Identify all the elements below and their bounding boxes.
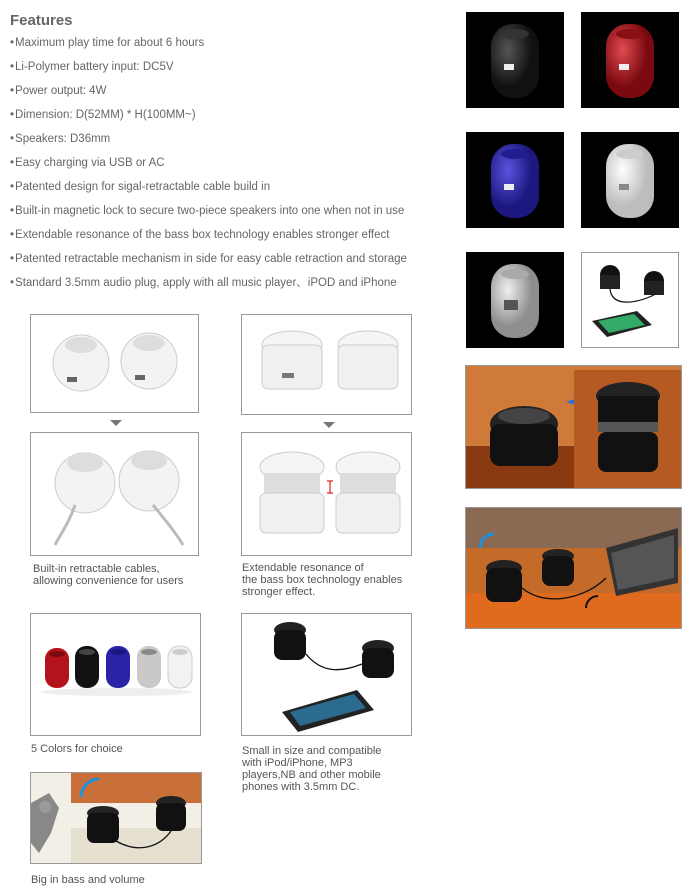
caption-retractable bbox=[33, 563, 183, 587]
five-colors-photo bbox=[30, 613, 201, 736]
caption-line: phones with 3.5mm DC. bbox=[242, 781, 360, 793]
caption-colors bbox=[31, 743, 123, 755]
feature-item: • Standard 3.5mm audio plug, apply with all music player、iPOD and iPhone bbox=[10, 276, 407, 300]
caption-resonance bbox=[242, 562, 402, 598]
features-title: Features bbox=[10, 12, 73, 29]
caption-compatible bbox=[242, 745, 381, 793]
caption-line: Extendable resonance of bbox=[242, 562, 364, 574]
arrow-down-icon bbox=[110, 420, 122, 426]
feature-item: • Maximum play time for about 6 hours bbox=[10, 36, 407, 60]
bass-cat-photo bbox=[30, 772, 202, 864]
compatible-devices-photo bbox=[241, 613, 412, 736]
arrow-down-icon bbox=[323, 422, 335, 428]
caption-line: allowing convenience for users bbox=[33, 575, 184, 587]
caption-line: Built-in retractable cables, bbox=[33, 563, 160, 575]
feature-item: • Easy charging via USB or AC bbox=[10, 156, 407, 180]
feature-item: • Dimension: D(52MM) * H(100MM~) bbox=[10, 108, 407, 132]
caption-line: Big in bass and volume bbox=[31, 874, 145, 886]
retracted-extended-speaker-photo bbox=[465, 365, 682, 489]
caption-line: 5 Colors for choice bbox=[31, 743, 123, 755]
white-speakers-retracted-photo bbox=[30, 314, 199, 413]
silver-speaker-photo bbox=[466, 252, 564, 348]
features-list bbox=[10, 36, 407, 300]
speakers-extended-photo bbox=[241, 432, 412, 556]
white-speaker-photo bbox=[581, 132, 679, 228]
blue-speaker-photo bbox=[466, 132, 564, 228]
speakers-closed-photo bbox=[241, 314, 412, 415]
feature-item: • Li-Polymer battery input: DC5V bbox=[10, 60, 407, 84]
feature-item: • Speakers: D36mm bbox=[10, 132, 407, 156]
caption-line: players,NB and other mobile bbox=[242, 769, 381, 781]
black-speaker-photo bbox=[466, 12, 564, 108]
red-speaker-photo bbox=[581, 12, 679, 108]
feature-item: • Built-in magnetic lock to secure two-piece speakers into one when not in use bbox=[10, 204, 407, 228]
feature-item: • Patented design for sigal-retractable cable build in bbox=[10, 180, 407, 204]
feature-item: • Extendable resonance of the bass box technology enables stronger effect bbox=[10, 228, 407, 252]
speakers-on-desk-with-laptop-photo bbox=[465, 507, 682, 629]
speakers-with-tablet-photo bbox=[581, 252, 679, 348]
caption-bass bbox=[31, 874, 145, 886]
feature-item: • Patented retractable mechanism in side for easy cable retraction and storage bbox=[10, 252, 407, 276]
white-speakers-cables-out-photo bbox=[30, 432, 199, 556]
caption-line: the bass box technology enables bbox=[242, 574, 403, 586]
caption-line: with iPod/iPhone, MP3 bbox=[242, 757, 353, 769]
feature-item: • Power output: 4W bbox=[10, 84, 407, 108]
caption-line: Small in size and compatible bbox=[242, 745, 382, 757]
caption-line: stronger effect. bbox=[242, 586, 316, 598]
